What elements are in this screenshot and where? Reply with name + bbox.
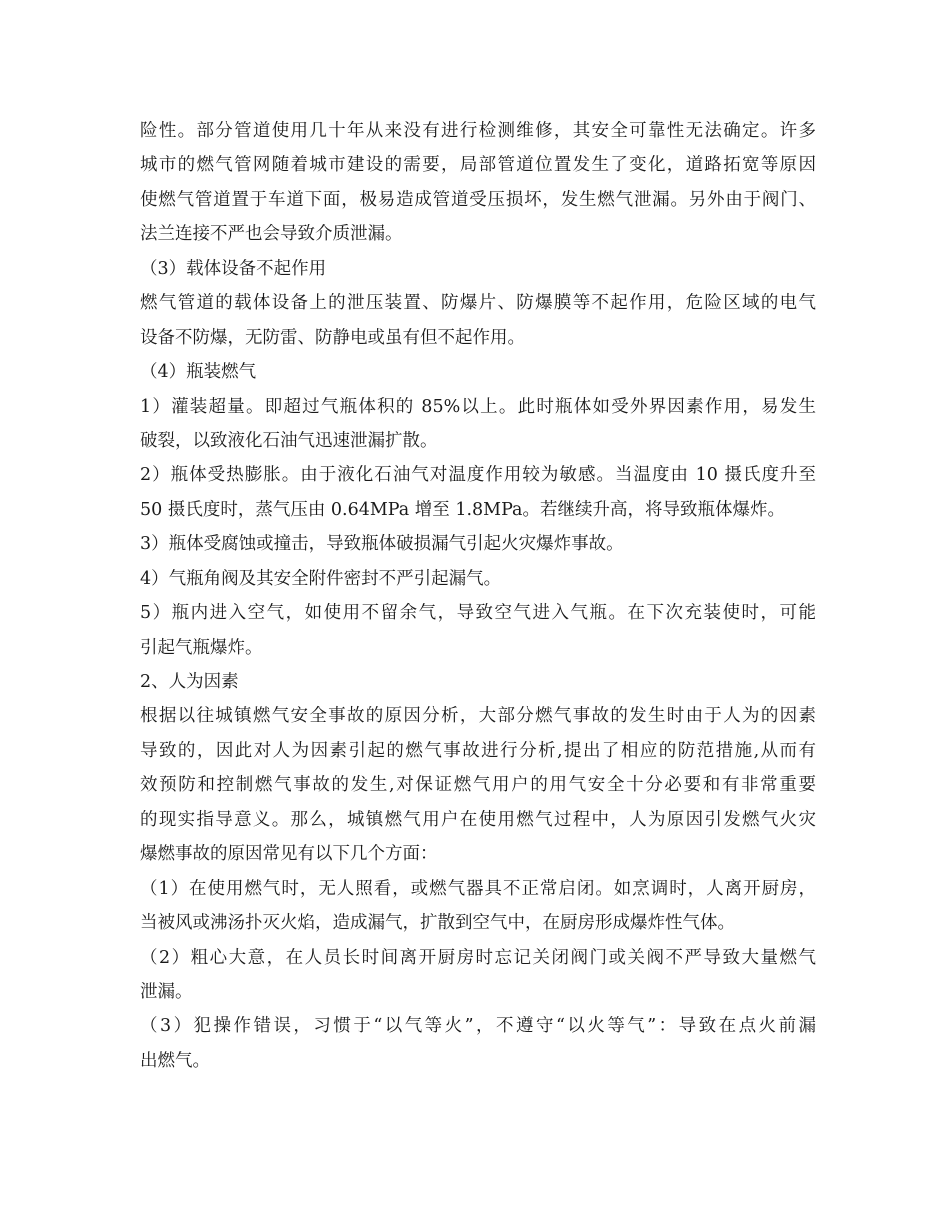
- text-line: 2）瓶体受热膨胀。由于液化石油气对温度作用较为敏感。当温度由 10 摄氏度升至: [140, 465, 816, 486]
- text-line: 效预防和控制燃气事故的发生,对保证燃气用户的用气安全十分必要和有非常重要: [140, 775, 816, 796]
- text-line: 设备不防爆，无防雷、防静电或虽有但不起作用。: [140, 327, 525, 348]
- text-line: 泄漏。: [140, 981, 193, 1002]
- text-line: 城市的燃气管网随着城市建设的需要，局部管道位置发生了变化，道路拓宽等原因: [140, 155, 816, 176]
- text-line: 1）灌装超量。即超过气瓶体积的 85%以上。此时瓶体如受外界因素作用，易发生: [140, 396, 816, 417]
- text-line: 的现实指导意义。那么，城镇燃气用户在使用燃气过程中，人为原因引发燃气火灾: [140, 809, 816, 830]
- text-line: 出燃气。: [140, 1050, 210, 1071]
- text-line: 4）气瓶角阀及其安全附件密封不严引起漏气。: [140, 568, 502, 589]
- text-line: （2）粗心大意，在人员长时间离开厨房时忘记关闭阀门或关阀不严导致大量燃气: [140, 947, 816, 968]
- text-line: 根据以往城镇燃气安全事故的原因分析，大部分燃气事故的发生时由于人为的因素: [140, 706, 816, 727]
- text-line: 引起气瓶爆炸。: [140, 637, 263, 658]
- text-line: 险性。部分管道使用几十年从来没有进行检测维修，其安全可靠性无法确定。许多: [140, 121, 816, 141]
- text-line: （3）犯操作错误，习惯于“以气等火”，不遵守“以火等气”：导致在点火前漏: [140, 1016, 816, 1037]
- text-line: 破裂，以致液化石油气迅速泄漏扩散。: [140, 430, 438, 451]
- document-body: [140, 114, 816, 1078]
- text-line: 50 摄氏度时，蒸气压由 0.64MPa 增至 1.8MPa。若继续升高，将导致瓶体爆炸。: [140, 499, 785, 520]
- text-line: （1）在使用燃气时，无人照看，或燃气器具不正常启闭。如烹调时，人离开厨房，: [140, 878, 816, 899]
- text-line: 法兰连接不严也会导致介质泄漏。: [140, 224, 403, 245]
- text-line: 2、人为因素: [140, 672, 239, 692]
- text-line: （3）载体设备不起作用: [140, 258, 327, 279]
- text-line: 3）瓶体受腐蚀或撞击，导致瓶体破损漏气引起火灾爆炸事故。: [140, 534, 624, 555]
- text-line: 5）瓶内进入空气，如使用不留余气，导致空气进入气瓶。在下次充装使时，可能: [140, 603, 816, 624]
- text-line: 使燃气管道置于车道下面，极易造成管道受压损坏，发生燃气泄漏。另外由于阀门、: [140, 189, 816, 210]
- text-line: 爆燃事故的原因常见有以下几个方面：: [140, 844, 438, 865]
- text-line: 当被风或沸汤扑灭火焰，造成漏气，扩散到空气中，在厨房形成爆炸性气体。: [140, 913, 735, 934]
- text-line: 导致的，因此对人为因素引起的燃气事故进行分析,提出了相应的防范措施,从而有: [140, 740, 816, 761]
- text-line: 燃气管道的载体设备上的泄压装置、防爆片、防爆膜等不起作用，危险区域的电气: [140, 293, 816, 314]
- text-line: （4）瓶装燃气: [140, 362, 257, 383]
